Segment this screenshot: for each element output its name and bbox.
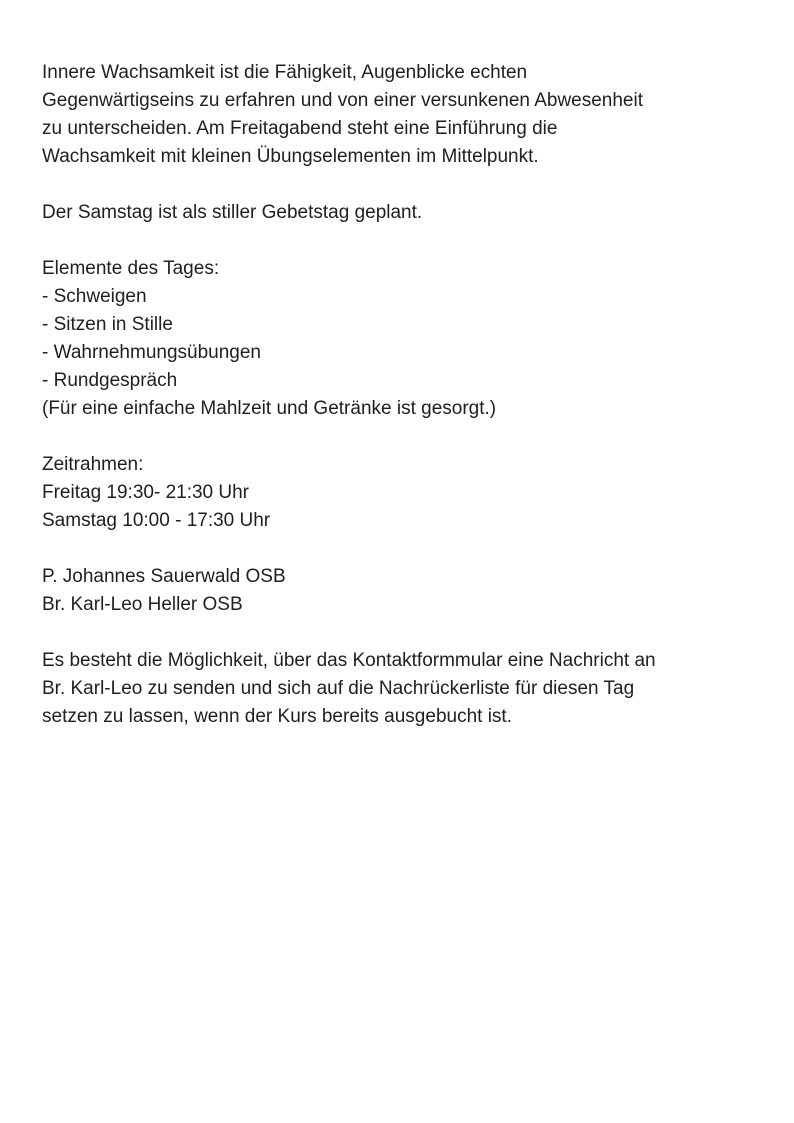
saturday-text: Der Samstag ist als stiller Gebetstag geplant.	[42, 202, 423, 223]
leaders-paragraph	[42, 563, 742, 619]
intro-paragraph	[42, 59, 742, 171]
list-item: - Wahrnehmungsübungen	[42, 342, 261, 363]
list-item: - Rundgespräch	[42, 370, 178, 391]
contact-line: Es besteht die Möglichkeit, über das Kontaktformmular eine Nachricht an	[42, 650, 656, 671]
intro-line: zu unterscheiden. Am Freitagabend steht eine Einführung die	[42, 118, 558, 139]
saturday-paragraph	[42, 199, 742, 227]
contact-paragraph	[42, 647, 742, 731]
contact-line: Br. Karl-Leo zu senden und sich auf die Nachrückerliste für diesen Tag	[42, 678, 635, 699]
leader-name: P. Johannes Sauerwald OSB	[42, 566, 286, 587]
elements-heading: Elemente des Tages:	[42, 258, 220, 279]
list-item: - Sitzen in Stille	[42, 314, 173, 335]
contact-line: setzen zu lassen, wenn der Kurs bereits ausgebucht ist.	[42, 706, 512, 727]
intro-line: Wachsamkeit mit kleinen Übungselementen im Mittelpunkt.	[42, 146, 539, 167]
schedule-saturday: Samstag 10:00 - 17:30 Uhr	[42, 510, 271, 531]
schedule-heading: Zeitrahmen:	[42, 454, 144, 475]
elements-paragraph	[42, 255, 742, 423]
document-page	[42, 59, 742, 759]
intro-line: Gegenwärtigseins zu erfahren und von einer versunkenen Abwesenheit	[42, 90, 643, 111]
catering-note: (Für eine einfache Mahlzeit und Getränke ist gesorgt.)	[42, 398, 497, 419]
schedule-friday: Freitag 19:30- 21:30 Uhr	[42, 482, 250, 503]
intro-line: Innere Wachsamkeit ist die Fähigkeit, Augenblicke echten	[42, 62, 528, 83]
leader-name: Br. Karl-Leo Heller OSB	[42, 594, 243, 615]
schedule-paragraph	[42, 451, 742, 535]
list-item: - Schweigen	[42, 286, 147, 307]
